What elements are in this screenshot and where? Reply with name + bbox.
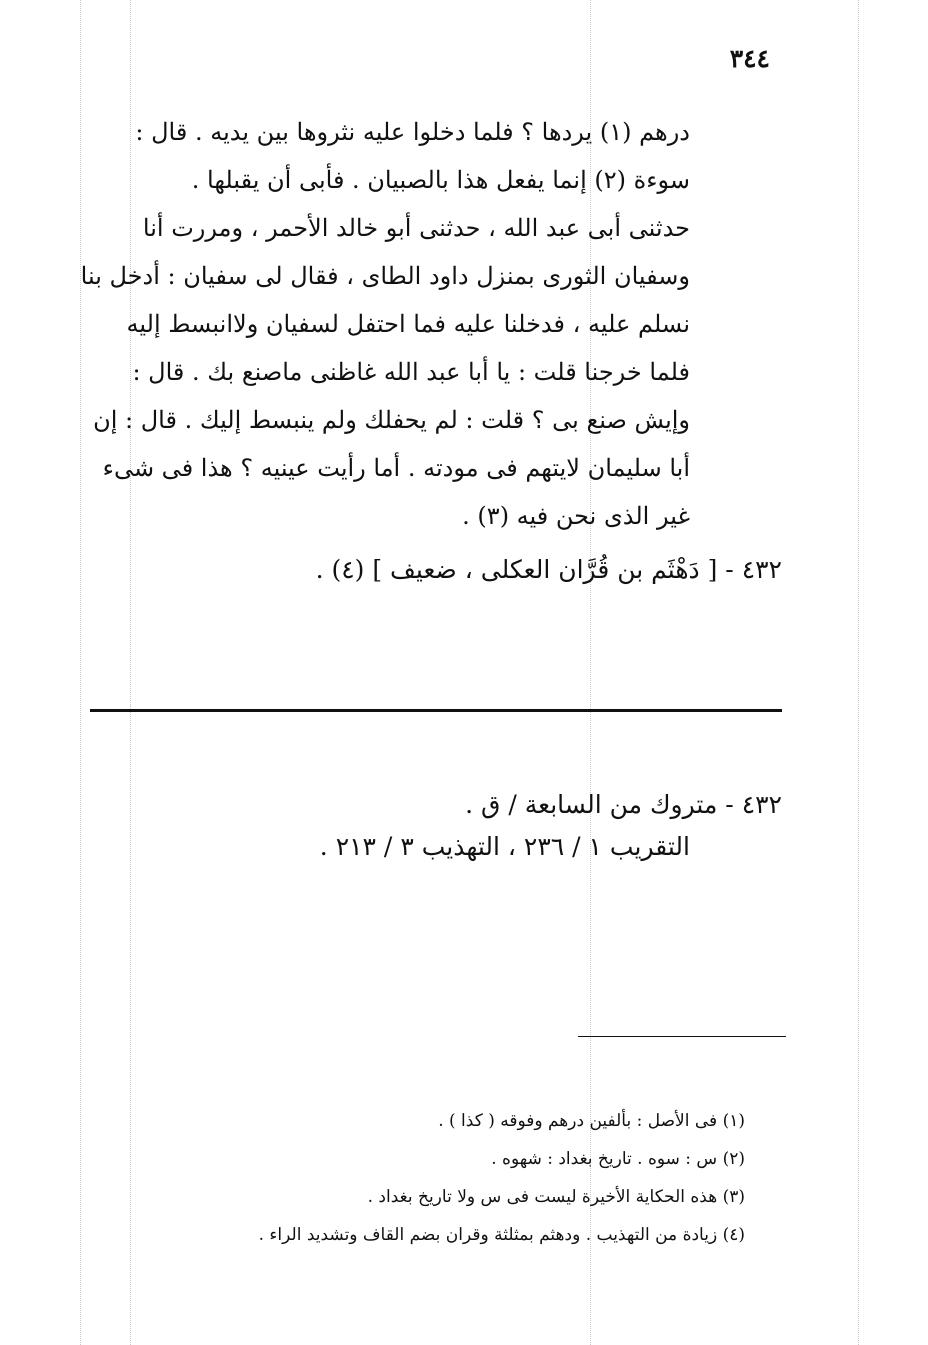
footnote-item: (٢) س : سوه . تاريخ بغداد : شهوه .	[491, 1149, 745, 1169]
text-line: نسلم عليه ، فدخلنا عليه فما احتفل لسفيان ولاانبسط إليه	[126, 310, 690, 338]
text-line: فلما خرجنا قلت : يا أبا عبد الله غاظنى ماصنع بك . قال :	[132, 358, 690, 386]
entry-reference-block	[70, 784, 782, 868]
entry-reference-line: التقريب ١ / ٢٣٦ ، التهذيب ٣ / ٢١٣ .	[319, 832, 690, 861]
footnote-item: (٤) زيادة من التهذيب . ودهثم بمثلثة وقران بضم القاف وتشديد الراء .	[258, 1225, 745, 1245]
text-line: سوءة (٢) إنما يفعل هذا بالصبيان . فأبى أن يقبلها .	[191, 166, 690, 194]
text-line: حدثنى أبى عبد الله ، حدثنى أبو خالد الأحمر ، ومررت أنا	[142, 214, 690, 242]
page-number: ٣٤٤	[729, 44, 770, 73]
entry-reference-line: ٤٣٢ - متروك من السابعة / ق .	[465, 790, 782, 819]
section-divider	[90, 709, 782, 712]
scan-guide-line	[858, 0, 859, 1345]
footnote-divider	[578, 1036, 786, 1037]
text-line: درهم (١) يردها ؟ فلما دخلوا عليه نثروها بين يديه . قال :	[135, 118, 690, 146]
footnotes	[120, 1102, 745, 1254]
text-line: أبا سليمان لايتهم فى مودته . أما رأيت عينيه ؟ هذا فى شىء	[102, 454, 690, 482]
biography-entry-heading: ٤٣٢ - [ دَهْثَم بن قُرَّان العكلى ، ضعيف ] (٤) .	[315, 555, 782, 584]
footnote-item: (٣) هذه الحكاية الأخيرة ليست فى س ولا تاريخ بغداد .	[367, 1187, 745, 1207]
text-line: وسفيان الثورى بمنزل داود الطاى ، فقال لى سفيان : أدخل بنا	[80, 262, 690, 290]
text-line: وإيش صنع بى ؟ قلت : لم يحفلك ولم ينبسط إليك . قال : إن	[93, 406, 690, 434]
text-line: غير الذى نحن فيه (٣) .	[462, 502, 690, 530]
main-text-body	[70, 108, 690, 540]
footnote-item: (١) فى الأصل : بألفين درهم وفوقه ( كذا ) .	[438, 1111, 745, 1131]
